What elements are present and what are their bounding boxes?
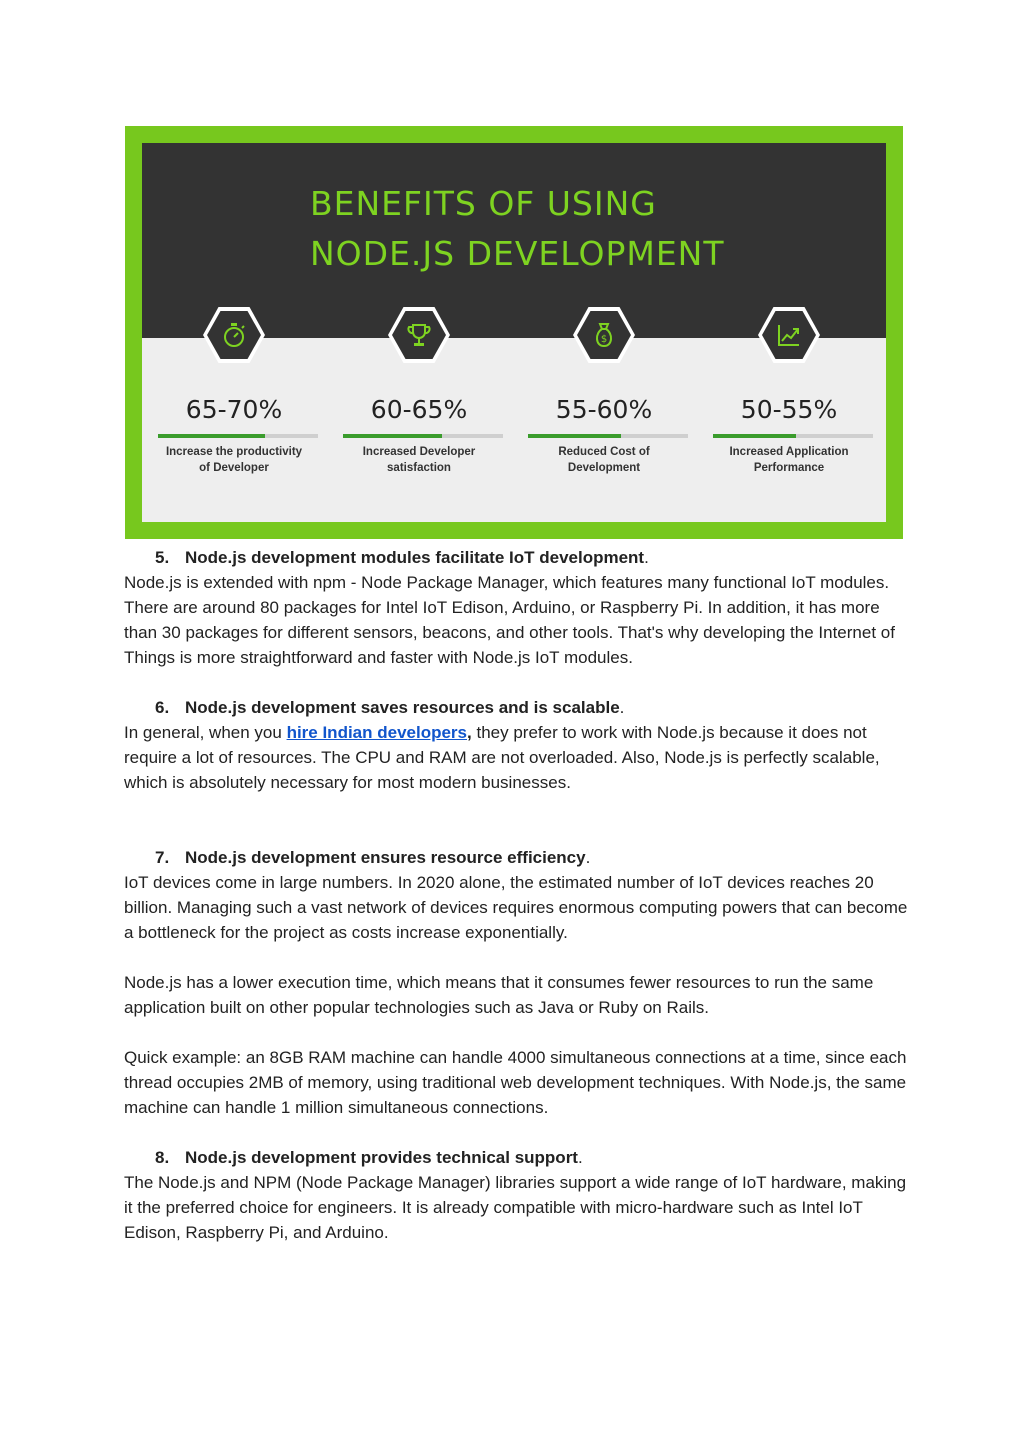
body-text: In general, when you [124, 723, 287, 742]
benefit-label-line2: Development [567, 462, 641, 474]
heading-text: Node.js development ensures resource efficiency [185, 848, 586, 867]
benefit-label-line2: of Developer [199, 462, 269, 474]
benefit-label [518, 444, 690, 476]
benefit-label-line2: Performance [753, 462, 825, 474]
list-number: 8. [155, 1148, 170, 1167]
benefit-percent: 50-55% [740, 395, 838, 424]
comma: , [467, 723, 472, 742]
money-bag-icon [589, 320, 619, 350]
section-body-7b: Node.js has a lower execution time, which means that it consumes fewer resources to run the same application built on other popular technologies such as Java or Ruby on Rails. [124, 973, 874, 1017]
section-heading-6: 6. Node.js development saves resources and is scalable. [124, 695, 914, 720]
hex-badge [388, 307, 450, 363]
progress-track [343, 434, 503, 438]
section-body-5: Node.js is extended with npm - Node Package Manager, which features many functional IoT modules. There are around 80 packages for Intel IoT Edison, Arduino, or Raspberry Pi. In addition, it has more than 30 packages for different sensors, beacons, and other tools. That's why developing the Internet of Things is more straightforward and faster with Node.js IoT modules. [124, 573, 895, 667]
benefit-percent: 65-70% [185, 395, 283, 424]
infographic-panel [142, 143, 886, 522]
section-heading-8: 8. Node.js development provides technical support. [124, 1145, 914, 1170]
infographic-title-line2: NODE.JS DEVELOPMENT [310, 234, 725, 273]
svg-text:$: $ [600, 334, 608, 345]
hex-badge [573, 307, 635, 363]
trophy-icon [404, 320, 434, 350]
progress-fill [343, 434, 442, 438]
benefits-infographic [125, 126, 903, 539]
hex-badge [758, 307, 820, 363]
benefit-cost [518, 307, 690, 507]
benefit-label-line1: Reduced Cost of [558, 446, 650, 458]
benefit-label-line1: Increased Developer [362, 446, 476, 458]
list-number: 6. [155, 698, 170, 717]
section-body-7a: IoT devices come in large numbers. In 2020 alone, the estimated number of IoT devices reaches 20 billion. Managing such a vast network of devices requires enormous computing powers that can become a bottleneck for the project as costs increase exponentially. [124, 873, 908, 942]
heading-text: Node.js development provides technical support [185, 1148, 578, 1167]
infographic-title-line1: BENEFITS OF USING [310, 184, 657, 223]
stopwatch-icon [219, 320, 249, 350]
heading-text: Node.js development saves resources and is scalable [185, 698, 620, 717]
growth-chart-icon [774, 320, 804, 350]
benefit-percent: 55-60% [555, 395, 653, 424]
benefit-productivity [148, 307, 320, 507]
document-body [124, 545, 914, 1245]
body-text: they prefer to work with Node.js because it does not require a lot of resources. The CPU and RAM are not overloaded. Also, Node.js is perfectly scalable, which is absolutely necessary for most modern businesses. [124, 723, 880, 792]
benefit-percent: 60-65% [370, 395, 468, 424]
section-body-7c: Quick example: an 8GB RAM machine can handle 4000 simultaneous connections at a time, since each thread occupies 2MB of memory, using traditional web development techniques. With Node.js, the same machine can handle 1 million simultaneous connections. [124, 1048, 907, 1117]
heading-text: Node.js development modules facilitate IoT development [185, 548, 645, 567]
section-heading-5: 5. Node.js development modules facilitate IoT development. [124, 545, 914, 570]
progress-track [713, 434, 873, 438]
benefit-label-line2: satisfaction [387, 462, 451, 474]
progress-track [158, 434, 318, 438]
infographic-title [310, 179, 725, 279]
progress-fill [528, 434, 621, 438]
list-number: 7. [155, 848, 170, 867]
hex-badge [203, 307, 265, 363]
benefit-label-line1: Increase the productivity [165, 446, 303, 458]
benefit-performance [703, 307, 875, 507]
section-heading-7: 7. Node.js development ensures resource efficiency. [124, 845, 914, 870]
section-body-6 [124, 720, 914, 795]
benefit-label-line1: Increased Application [729, 446, 849, 458]
hire-developers-link[interactable]: hire Indian developers [286, 723, 468, 742]
benefit-satisfaction [333, 307, 505, 507]
section-body-8: The Node.js and NPM (Node Package Manager) libraries support a wide range of IoT hardware, making it the preferred choice for engineers. It is already compatible with micro-hardware such as Intel IoT Edison, Raspberry Pi, and Arduino. [124, 1173, 907, 1242]
benefit-label [333, 444, 505, 476]
progress-fill [158, 434, 265, 438]
progress-track [528, 434, 688, 438]
benefit-label [148, 444, 320, 476]
progress-fill [713, 434, 796, 438]
list-number: 5. [155, 548, 170, 567]
benefit-label [703, 444, 875, 476]
